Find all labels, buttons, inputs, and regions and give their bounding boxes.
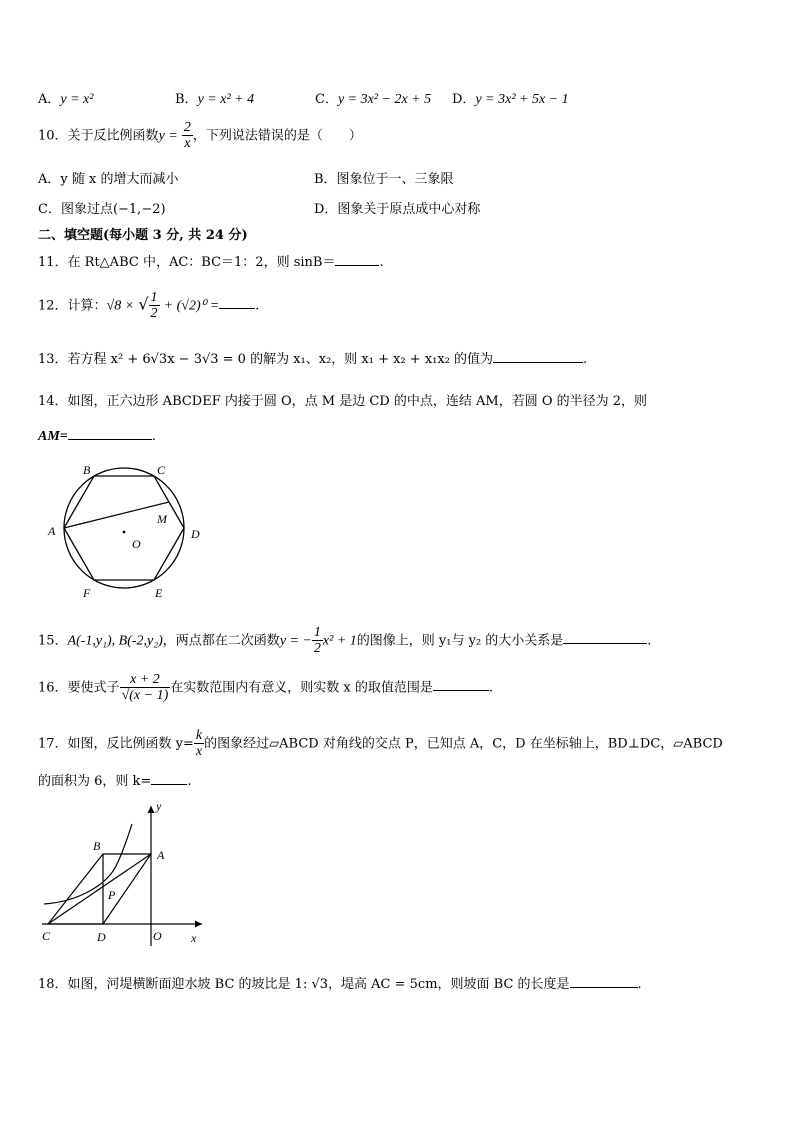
label-f: F <box>83 586 91 600</box>
label-a: A <box>157 848 165 862</box>
hexagon-circle-figure <box>40 460 220 600</box>
q17-fraction: $\frac{k}{x}$ <box>195 728 203 760</box>
q13: 13．若方程 x² + 6√3x − 3√3 = 0 的解为 x₁、x₂，则 x₁ + x₂ + x₁x₂ 的值为 . <box>38 352 588 367</box>
q11: 11．在 Rt△ABC 中，AC：BC＝1：2，则 sinB＝ . <box>38 255 384 270</box>
label-d: D <box>97 930 106 944</box>
q10-fraction: $\frac{2}{x}$ <box>183 120 191 152</box>
q9-option-b: B．y = x² + 4 <box>175 92 255 107</box>
label-a: A <box>48 524 56 538</box>
label-c: C <box>157 463 166 477</box>
center-dot <box>123 531 126 534</box>
label-x: x <box>191 931 197 945</box>
q17-line2: 的面积为 6，则 k= . <box>38 774 192 789</box>
q12: 12．计算：√8 × √ $\frac{1}{2}$ + (√2)⁰ = . <box>38 290 260 322</box>
label-d: D <box>191 527 200 541</box>
section-heading: 二、填空题(每小题 3 分, 共 24 分) <box>38 228 248 243</box>
q10-option-b: B．图象位于一、三象限 <box>314 172 454 187</box>
label-m: M <box>157 512 167 526</box>
label-o: O <box>153 929 162 943</box>
label-b: B <box>83 463 91 477</box>
q16: 16．要使式子 $\frac{x + 2}{√(x - 1)}$ 在实数范围内有意义，则实数 x 的取值范围是 . <box>38 672 493 704</box>
q10-option-a: A．y 随 x 的增大而减小 <box>38 172 179 187</box>
q15-fraction: $\frac{1}{2}$ <box>313 625 321 657</box>
label-y: y <box>156 799 162 813</box>
q10-stem: 10．关于反比例函数y = $\frac{2}{x}$ ，下列说法错误的是（ ） <box>38 120 362 152</box>
parallelogram-figure <box>36 796 216 956</box>
q14-line2: AM= . <box>38 429 156 444</box>
q11-answer-blank[interactable] <box>335 253 379 266</box>
label-e: E <box>155 586 163 600</box>
segment-am <box>64 502 169 528</box>
q17-answer-blank[interactable] <box>151 772 187 785</box>
q12-fraction: $\frac{1}{2}$ <box>150 290 158 322</box>
label-o: O <box>132 537 141 551</box>
q9-option-d: D．y = 3x² + 5x − 1 <box>452 92 569 107</box>
q9-option-c: C．y = 3x² − 2x + 5 <box>315 92 432 107</box>
hyperbola-curve <box>44 824 132 904</box>
q18-answer-blank[interactable] <box>570 975 638 988</box>
q17-line1: 17．如图，反比例函数 y= $\frac{k}{x}$ 的图象经过▱ABCD 对角线的交点 P，已知点 A，C，D 在坐标轴上，BD⊥DC，▱ABCD <box>38 728 723 760</box>
circle-o <box>64 468 184 588</box>
label-b: B <box>93 839 101 853</box>
q15: 15．A(-1,y₁), B(-2,y₂)，两点都在二次函数y = − $\frac{1}{2}$ x² + 1的图像上，则 y₁与 y₂ 的大小关系是 . <box>38 625 652 657</box>
label-p: P <box>108 888 116 902</box>
q13-answer-blank[interactable] <box>493 350 583 363</box>
q10-option-c: C．图象过点(−1,−2) <box>38 202 166 217</box>
hexagon-abcdef <box>64 476 184 580</box>
q15-answer-blank[interactable] <box>563 631 647 644</box>
q12-answer-blank[interactable] <box>219 296 255 309</box>
diagonal-ac <box>48 854 151 924</box>
q18: 18．如图，河堤横断面迎水坡 BC 的坡比是 1: √3，堤高 AC = 5cm，则坡面 BC 的长度是 . <box>38 977 642 992</box>
label-c: C <box>42 929 51 943</box>
q16-fraction: $\frac{x + 2}{√(x - 1)}$ <box>121 672 169 704</box>
q16-answer-blank[interactable] <box>433 678 489 691</box>
q9-option-a: A．y = x² <box>38 92 94 107</box>
q14-answer-blank[interactable] <box>68 427 152 440</box>
q14-line1: 14．如图，正六边形 ABCDEF 内接于圆 O，点 M 是边 CD 的中点，连结 AM，若圆 O 的半径为 2，则 <box>38 394 648 409</box>
q10-option-d: D．图象关于原点成中心对称 <box>314 202 481 217</box>
